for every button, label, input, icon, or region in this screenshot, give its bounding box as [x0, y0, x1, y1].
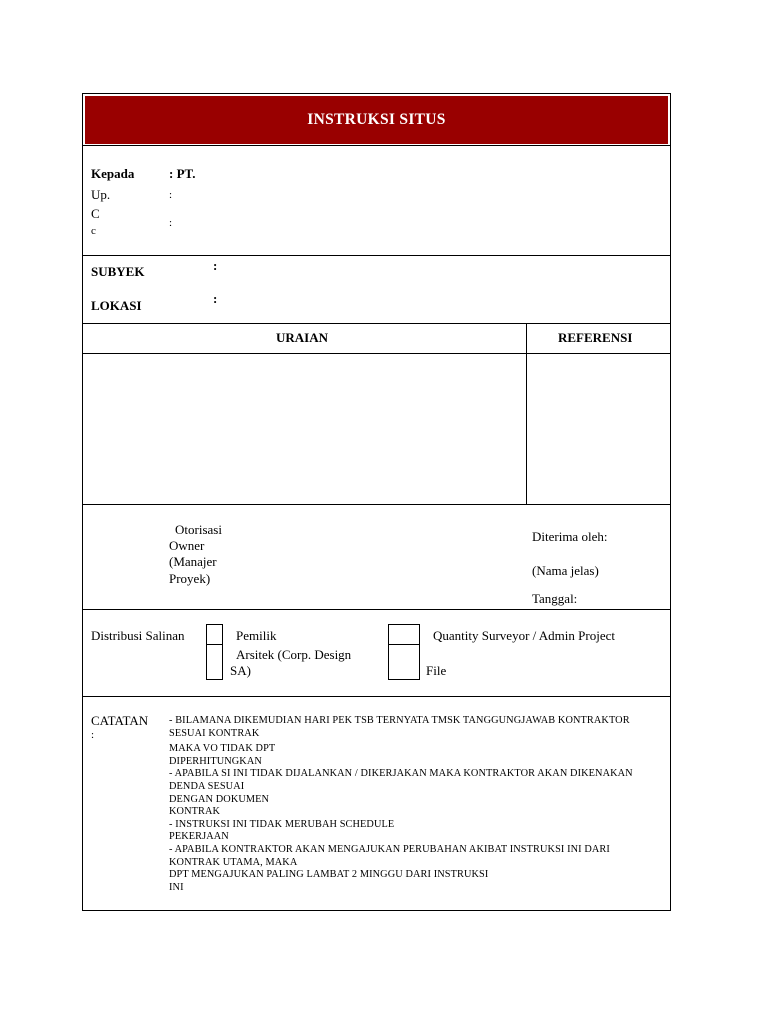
note-line: MAKA VO TIDAK DPT [169, 743, 276, 755]
full-name-label: (Nama jelas) [532, 563, 599, 578]
notes-list [169, 715, 633, 894]
divider [83, 255, 670, 256]
checkbox-divider [206, 644, 223, 645]
kepada-label: Kepada [91, 166, 135, 181]
date-label: Tanggal: [532, 591, 578, 606]
uraian-cell[interactable] [83, 354, 526, 504]
form-title: INSTRUKSI SITUS [85, 96, 668, 144]
proyek-text: Proyek) [169, 571, 211, 586]
divider [83, 323, 670, 324]
lokasi-colon: : [213, 291, 218, 306]
note-line: KONTRAK [169, 806, 221, 818]
otorisasi-text: Otorisasi [175, 522, 222, 537]
cc-label-1: C [91, 206, 100, 221]
kepada-value: : PT. [169, 166, 196, 181]
cc-colon: : [169, 217, 173, 229]
note-line: - APABILA SI INI TIDAK DIJALANKAN / DIKERJAKAN MAKA KONTRAKTOR AKAN DIKENAKAN [169, 768, 633, 780]
received-by-label: Diterima oleh: [532, 529, 608, 544]
subyek-label: SUBYEK [91, 264, 145, 279]
note-line: - APABILA KONTRAKTOR AKAN MENGAJUKAN PERUBAHAN AKIBAT INSTRUKSI INI DARI [169, 843, 610, 855]
site-instruction-form [82, 93, 671, 911]
lokasi-label: LOKASI [91, 298, 142, 313]
pemilik-label: Pemilik [236, 628, 277, 643]
qs-label: Quantity Surveyor / Admin Project [433, 628, 615, 643]
note-line: DIPERHITUNGKAN [169, 755, 262, 767]
divider [83, 609, 670, 610]
file-label: File [426, 663, 447, 678]
qs-file-checkbox[interactable] [388, 624, 420, 680]
catatan-label: CATATAN [91, 713, 149, 728]
subyek-colon: : [213, 258, 218, 273]
note-line: INI [169, 881, 184, 893]
divider [83, 504, 670, 505]
owner-text: Owner [169, 538, 205, 553]
distribution-label: Distribusi Salinan [91, 628, 185, 643]
note-line: DENGAN DOKUMEN [169, 793, 270, 805]
note-line: - BILAMANA DIKEMUDIAN HARI PEK TSB TERNYATA TMSK TANGGUNGJAWAB KONTRAKTOR [169, 715, 630, 726]
note-line: - INSTRUKSI INI TIDAK MERUBAH SCHEDULE [169, 818, 395, 830]
arsitek-label-2: SA) [230, 663, 251, 678]
catatan-colon: : [91, 729, 95, 741]
uraian-header: URAIAN [276, 330, 328, 345]
pemilik-arsitek-checkbox[interactable] [206, 624, 223, 680]
note-line: DENDA SESUAI [169, 780, 245, 792]
manajer-text: (Manajer [169, 554, 217, 569]
divider [83, 696, 670, 697]
arsitek-label: Arsitek (Corp. Design [236, 647, 352, 662]
referensi-header: REFERENSI [558, 330, 633, 345]
note-line: KONTRAK UTAMA, MAKA [169, 856, 298, 868]
up-colon: : [169, 189, 173, 201]
note-line: DPT MENGAJUKAN PALING LAMBAT 2 MINGGU DARI INSTRUKSI [169, 869, 489, 881]
cc-label-2: c [91, 225, 96, 237]
note-line: SESUAI KONTRAK [169, 727, 260, 739]
referensi-cell[interactable] [527, 354, 670, 504]
divider [83, 145, 670, 146]
checkbox-divider [388, 644, 420, 645]
note-line: PEKERJAAN [169, 831, 229, 843]
up-label: Up. [91, 187, 111, 202]
